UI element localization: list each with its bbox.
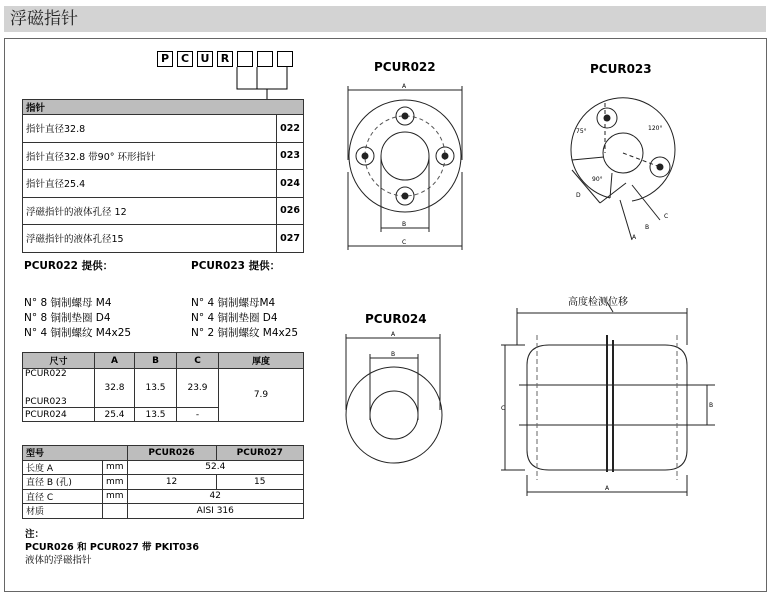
option-desc: 浮磁指针的液体孔径 12 — [23, 197, 277, 225]
dim-label-b: B — [402, 221, 407, 228]
spec-value: AISI 316 — [127, 504, 303, 519]
dims-row-name: PCUR022 — [23, 369, 95, 388]
dims-header-thickness: 厚度 — [219, 353, 304, 369]
title-bar — [4, 6, 766, 32]
dim-label-b: B — [645, 224, 650, 231]
supply-pcur023 — [191, 259, 298, 341]
page-title: 浮磁指针 — [10, 9, 78, 29]
supply-pcur022 — [24, 259, 131, 341]
dim-label-c: C — [402, 239, 407, 246]
code-box-4: R — [217, 51, 233, 67]
pcur022-drawing — [340, 80, 470, 255]
dim-label-a: A — [391, 331, 396, 338]
bolt-circle — [365, 116, 445, 196]
dims-row-name: PCUR024 — [23, 408, 95, 422]
spec-unit: mm — [103, 489, 128, 504]
notes-title: 注： — [25, 529, 45, 540]
dims-thickness: 7.9 — [219, 369, 304, 422]
option-desc: 指针直径25.4 — [23, 170, 277, 198]
inner-hole — [370, 391, 418, 439]
drawing-label-pcur023: PCUR023 — [590, 62, 652, 76]
supply-item: N° 8 铜制垫圈 D4 — [24, 312, 111, 324]
side-view-title: 高度检测位移 — [568, 297, 628, 308]
option-code: 024 — [277, 170, 304, 198]
code-box-5 — [237, 51, 253, 67]
dims-cell: - — [177, 408, 219, 422]
spec-unit: mm — [103, 475, 128, 490]
dims-cell: 25.4 — [95, 408, 135, 422]
notes-line: 液体的浮磁指针 — [25, 555, 92, 566]
angle-75: 75° — [576, 128, 587, 135]
dim-label-a: A — [632, 234, 637, 241]
dim-label-b: B — [709, 402, 714, 409]
dims-header-size: 尺寸 — [23, 353, 95, 369]
code-box-2: C — [177, 51, 193, 67]
leader-line — [607, 302, 613, 312]
spec-header-026: PCUR026 — [127, 446, 216, 461]
option-desc: 浮磁指针的液体孔径15 — [23, 225, 277, 253]
notes-line: PCUR026 和 PCUR027 带 PKIT036 — [25, 542, 199, 553]
supply-title: PCUR022 提供： — [24, 260, 114, 272]
notes — [25, 528, 199, 567]
code-bracket — [230, 67, 290, 101]
option-desc: 指针直径32.8 带90° 环形指针 — [23, 142, 277, 170]
spec-header-027: PCUR027 — [216, 446, 303, 461]
drawing-label-pcur024: PCUR024 — [365, 312, 427, 326]
dim-label-d: D — [576, 192, 581, 199]
code-box-6 — [257, 51, 273, 67]
dim-label-a: A — [605, 485, 610, 492]
spec-unit — [103, 504, 128, 519]
dim-label-c: C — [501, 405, 506, 412]
drawing-label-pcur022: PCUR022 — [374, 60, 436, 74]
spec-label: 直径 C — [23, 489, 103, 504]
option-code: 023 — [277, 142, 304, 170]
dims-cell: 13.5 — [135, 408, 177, 422]
supply-item: N° 4 铜制垫圈 D4 — [191, 312, 278, 324]
spec-header-model: 型号 — [23, 446, 128, 461]
code-box-3: U — [197, 51, 213, 67]
pcur023-drawing — [560, 85, 690, 245]
code-box-7 — [277, 51, 293, 67]
spec-value: 42 — [127, 489, 303, 504]
pcur024-drawing — [340, 330, 450, 485]
spec-value: 52.4 — [127, 460, 303, 475]
dims-header-c: C — [177, 353, 219, 369]
option-code: 022 — [277, 115, 304, 143]
dim-label-b: B — [391, 351, 396, 358]
supply-item: N° 4 铜制螺母M4 — [191, 297, 276, 309]
inner-hole — [381, 132, 429, 180]
options-header: 指针 — [23, 100, 304, 115]
dims-c-shared: 23.9 — [177, 369, 219, 408]
supply-item: N° 4 铜制螺纹 M4x25 — [24, 327, 132, 339]
supply-item: N° 8 铜制螺母 M4 — [24, 297, 112, 309]
spec-label: 直径 B (孔) — [23, 475, 103, 490]
dims-header-b: B — [135, 353, 177, 369]
angle-90: 90° — [592, 176, 603, 183]
spec-value: 12 — [127, 475, 216, 490]
dimensions-table — [22, 352, 304, 422]
code-box-1: P — [157, 51, 173, 67]
spec-value: 15 — [216, 475, 303, 490]
dims-b-shared: 13.5 — [135, 369, 177, 408]
dims-a-shared: 32.8 — [95, 369, 135, 408]
dim-label-c: C — [664, 213, 669, 220]
options-table — [22, 99, 304, 253]
supply-title: PCUR023 提供： — [191, 260, 281, 272]
dims-header-a: A — [95, 353, 135, 369]
spec-unit: mm — [103, 460, 128, 475]
spec-label: 长度 A — [23, 460, 103, 475]
dim-label-a: A — [402, 83, 407, 90]
side-view-drawing — [497, 300, 722, 500]
supply-item: N° 2 铜制螺纹 M4x25 — [191, 327, 299, 339]
option-code: 027 — [277, 225, 304, 253]
angle-120: 120° — [648, 125, 663, 132]
option-code: 026 — [277, 197, 304, 225]
dims-row-name: PCUR023 — [23, 388, 95, 408]
option-desc: 指针直径32.8 — [23, 115, 277, 143]
outer-ring — [346, 367, 442, 463]
spec-label: 材质 — [23, 504, 103, 519]
spec-table — [22, 445, 304, 519]
